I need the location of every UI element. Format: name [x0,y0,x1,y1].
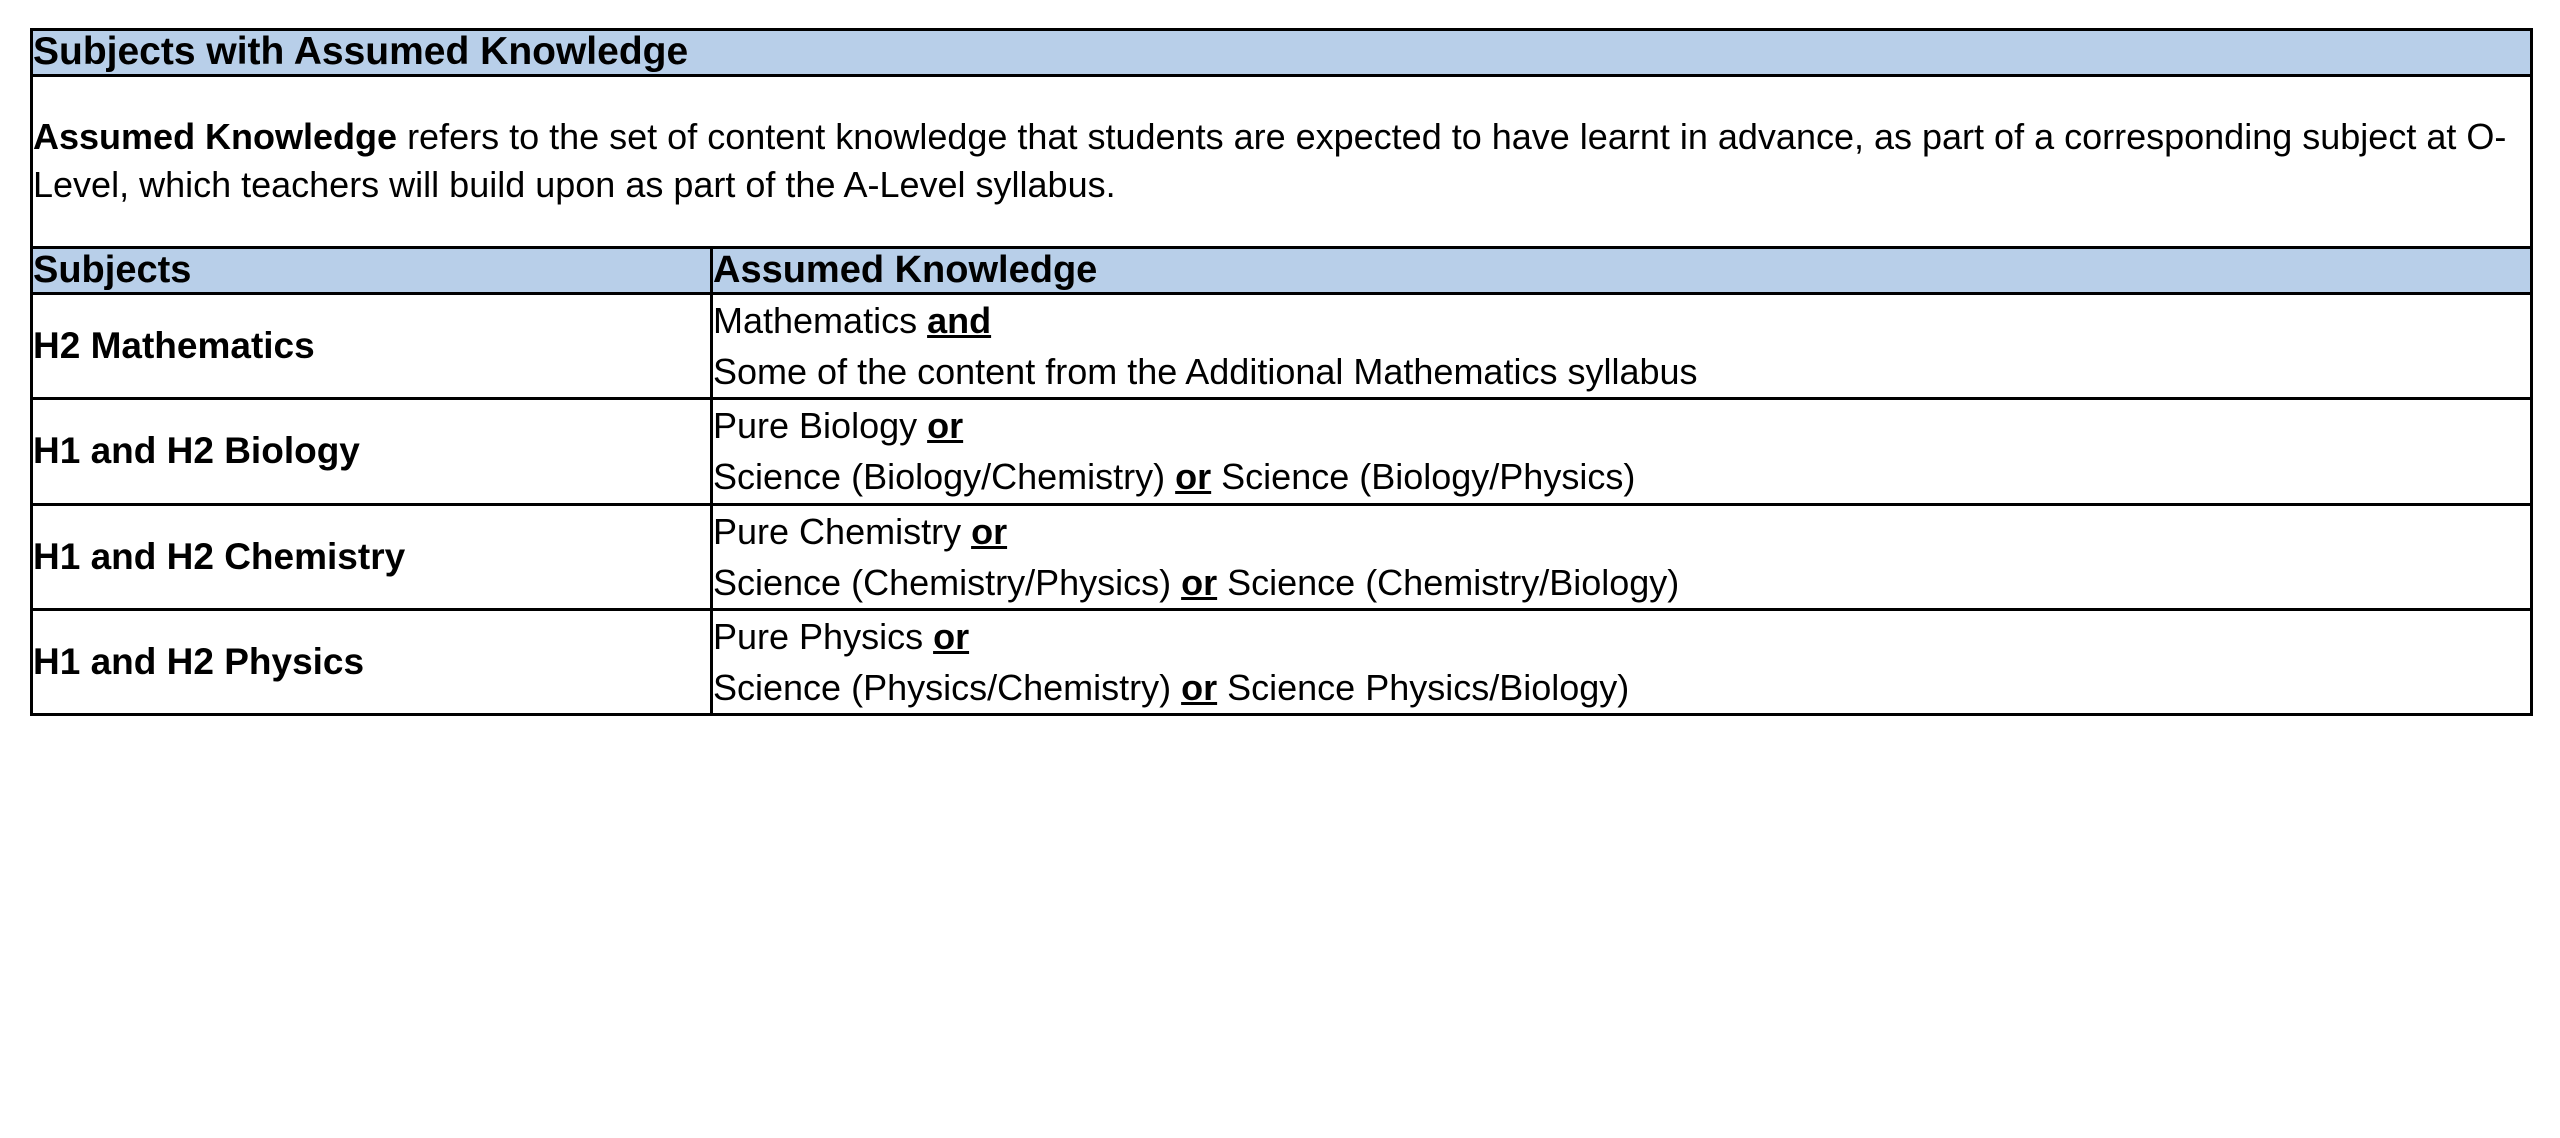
intro-paragraph [33,113,2530,210]
column-header-subjects [32,248,712,294]
assumed-knowledge-line-1 [713,506,2530,557]
table-title-cell [32,30,2532,76]
line-text-pre: Some of the content from the Additional Mathematics syllabus [713,351,1698,393]
table-intro-row [32,75,2532,247]
conjunction-keyword: and [927,300,992,342]
subject-name: H1 and H2 Chemistry [33,535,406,577]
assumed-knowledge-line-2 [713,451,2530,502]
line-text-post: Science (Biology/Physics) [1211,456,1636,498]
table-row [32,294,2532,399]
table-intro-cell [32,75,2532,247]
subject-cell [32,609,712,714]
line-text-pre: Pure Physics [713,615,934,657]
line-text-pre: Pure Biology [713,405,928,447]
assumed-knowledge-line-1 [713,400,2530,451]
assumed-knowledge-table [30,28,2533,716]
assumed-knowledge-line-2 [713,662,2530,713]
line-text-post: Science (Chemistry/Biology) [1217,561,1680,603]
assumed-knowledge-line-1 [713,295,2530,346]
column-header-assumed-knowledge [712,248,2532,294]
subject-cell [32,504,712,609]
conjunction-keyword: or [1175,456,1212,498]
subject-cell [32,294,712,399]
assumed-knowledge-line-2 [713,346,2530,397]
line-text-post: Science Physics/Biology) [1217,666,1630,708]
subject-name: H1 and H2 Biology [33,430,360,472]
subject-name: H1 and H2 Physics [33,640,365,682]
assumed-knowledge-cell [712,609,2532,714]
assumed-knowledge-cell [712,504,2532,609]
column-header-subjects-label: Subjects [33,249,192,292]
subject-name: H2 Mathematics [33,325,315,367]
table-header-row [32,248,2532,294]
line-text-pre: Science (Chemistry/Physics) [713,561,1182,603]
line-text-pre: Science (Biology/Chemistry) [713,456,1176,498]
table-title-row [32,30,2532,76]
table-row [32,399,2532,504]
assumed-knowledge-line-1 [713,611,2530,662]
intro-rest-text: refers to the set of content knowledge that students are expected to have learnt in advance, as part of a corresponding subject at O-Level, which teachers will build upon as part of the A-Level syllabus. [33,115,2507,206]
column-header-assumed-knowledge-label: Assumed Knowledge [713,249,1098,292]
conjunction-keyword: or [1181,561,1218,603]
intro-lead-term: Assumed Knowledge [33,115,398,157]
table-row [32,609,2532,714]
conjunction-keyword: or [1181,666,1218,708]
table-title: Subjects with Assumed Knowledge [33,30,689,73]
assumed-knowledge-line-2 [713,557,2530,608]
conjunction-keyword: or [971,510,1008,552]
table-row [32,504,2532,609]
conjunction-keyword: or [933,615,970,657]
line-text-pre: Science (Physics/Chemistry) [713,666,1182,708]
line-text-pre: Mathematics [713,300,928,342]
conjunction-keyword: or [927,405,964,447]
line-text-pre: Pure Chemistry [713,510,972,552]
subject-cell [32,399,712,504]
assumed-knowledge-cell [712,399,2532,504]
assumed-knowledge-cell [712,294,2532,399]
